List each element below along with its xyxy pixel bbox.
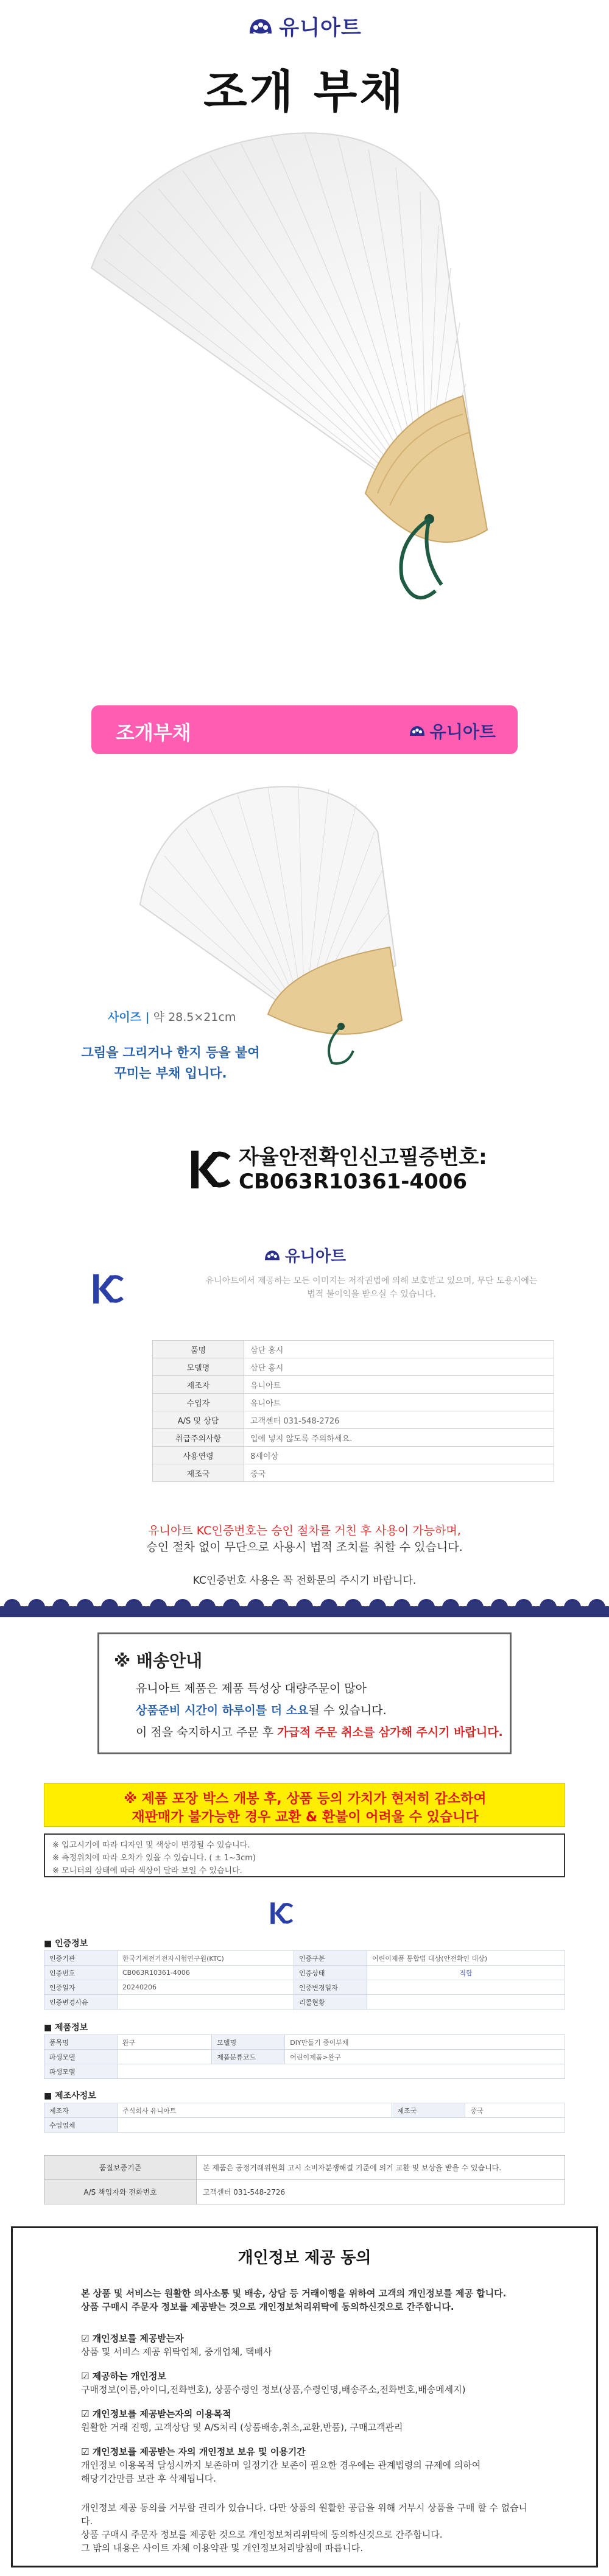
quality-table xyxy=(44,2155,565,2204)
privacy-section-purpose: ☑ 개인정보를 제공받는자의 이용목적 원활한 거래 진행, 고객상담 및 A/S처리 (상품배송,취소,교환,반품), 구매고객관리 xyxy=(81,2408,403,2433)
cert-info-section xyxy=(44,1937,565,2010)
table-row: 인증기관 한국기계전기전자시험연구원(KTC) 인증구분 어린이제품 통합법 대상(안전확인 대상) xyxy=(44,1951,565,1966)
delivery-notice xyxy=(97,1632,512,1754)
table-row: 취급주의사항 입에 넣지 않도록 주의하세요. xyxy=(153,1429,554,1447)
table-row: 품명 삼단 홍시 xyxy=(153,1341,554,1358)
product-label-card xyxy=(55,1237,554,1553)
table-row: A/S 책임자와 전화번호 고객센터 031-548-2726 xyxy=(44,2180,565,2204)
privacy-intro: 본 상품 및 서비스는 원활한 의사소통 및 배송, 상담 등 거래이행을 위하여 고객의 개인정보를 제공 합니다. 상품 구매시 주문자 정보를 제공받는 것으로 개인정보처리위탁에 동의하신것으로 간주합니다. xyxy=(81,2288,507,2312)
table-row: 제조자 주식회사 유니아트 제조국 중국 xyxy=(44,2103,565,2118)
kc-cert-number: CB063R10361-4006 xyxy=(239,1170,468,1194)
kc-mark-icon xyxy=(269,1897,294,1929)
return-warning xyxy=(44,1783,565,1827)
table-row: 인증일자 20240206 인증변경일자 xyxy=(44,1980,565,1995)
cert-info-table xyxy=(44,1950,565,2010)
product-image-main xyxy=(0,128,609,664)
table-row: A/S 및 상담 고객센터 031-548-2726 xyxy=(153,1411,554,1429)
kc-cert-label: 자율안전확인신고필증번호: xyxy=(239,1145,487,1170)
table-row: 수입업체 xyxy=(44,2118,565,2133)
description-line-1: 그림을 그리거나 한지 등을 붙여 xyxy=(81,1045,260,1060)
maker-info-title: ■ 제조사정보 xyxy=(44,2091,96,2101)
product-info-table xyxy=(44,2034,565,2079)
table-row: 제조국 중국 xyxy=(153,1464,554,1482)
table-row: 인증번호 CB063R10361-4006 인증상태 적합 xyxy=(44,1966,565,1980)
privacy-section-period: ☑ 개인정보를 제공받는 자의 개인정보 보유 및 이용기간 개인정보 이용목적 달성시까지 보존하며 일정기간 보존이 필요한 경우에는 관계법령의 규제에 의하여 해당기간만큼 보관 후 삭제됩니다. xyxy=(81,2446,481,2484)
quality-guarantee xyxy=(44,2155,565,2204)
product-image-detail xyxy=(0,764,609,1069)
maker-info-section xyxy=(44,2089,565,2133)
cert-info-title: ■ 인증정보 xyxy=(44,1939,88,1949)
product-label-table xyxy=(152,1340,554,1482)
note-line: ※ 입고시기에 따라 디자인 및 색상이 변경될 수 있습니다. xyxy=(52,1841,250,1850)
brand-name: 유니아트 xyxy=(279,16,362,40)
product-title: 조개 부채 xyxy=(203,66,406,118)
warning-line-2: 재판매가 불가능한 경우 교환 & 환불이 어려울 수 있습니다 xyxy=(132,1810,479,1825)
delivery-line-3: 이 점을 숙지하시고 주문 후 가급적 주문 취소를 삼가해 주시기 바랍니다. xyxy=(136,1726,503,1739)
kc-mark-icon xyxy=(91,1271,124,1307)
delivery-line-2: 상품준비 시간이 하루이틀 더 소요될 수 있습니다. xyxy=(136,1704,387,1717)
privacy-footer: 개인정보 제공 동의를 거부할 권리가 있습니다. 다만 상품의 원활한 공급을 위해 거부시 상품을 구매 할 수 없습니다. 상품 구매시 주문자 정보를 제공한 것으로 개인정보처리위탁에 동의하신것으로 간주합니다. 그 밖의 내용은 사이트 자체 이용약관 및 개인정보처리방침에 따릅니다. xyxy=(81,2502,528,2553)
maker-info-table xyxy=(44,2103,565,2133)
table-row: 모델명 삼단 홍시 xyxy=(153,1358,554,1376)
table-row: 인증변경사유 리콜현황 xyxy=(44,1995,565,2010)
uniart-logo-icon xyxy=(247,15,274,37)
privacy-section-recipient: ☑ 개인정보를 제공받는자 상품 및 서비스 제공 위탁업체, 중개업체, 택배사 xyxy=(81,2333,272,2357)
kc-notice-line-2: 승인 절차 없이 무단으로 사용시 법적 조치를 취할 수 있습니다. xyxy=(146,1540,463,1554)
kc-notice-line-3: KC인증번호 사용은 꼭 전화문의 주시기 바랍니다. xyxy=(192,1575,417,1587)
kc-mark-icon xyxy=(189,1147,231,1192)
table-row: 파생모델 xyxy=(44,2064,565,2079)
kc-notice-line-1: 유니아트 KC인증번호는 승인 절차를 거친 후 사용이 가능하며, xyxy=(148,1524,461,1537)
kc-notice xyxy=(0,1523,609,1556)
copyright-note: 유니아트에서 제공하는 모든 이미지는 저작권법에 의해 보호받고 있으며, 무단 도용시에는 법적 불이익을 받으실 수 있습니다. xyxy=(205,1276,538,1299)
product-info-title: ■ 제품정보 xyxy=(44,2023,88,2033)
page-header xyxy=(0,0,609,118)
wave-divider xyxy=(0,1593,609,1617)
product-info-section xyxy=(44,2021,565,2079)
uniart-logo-icon xyxy=(263,1248,281,1263)
table-row: 파생모델 제품분류코드 어린이제품>완구 xyxy=(44,2050,565,2064)
table-row: 품질보증기준 본 제품은 공정거래위원회 고시 소비자분쟁해결 기준에 의거 교환 및 보상을 받을 수 있습니다. xyxy=(44,2156,565,2180)
note-line: ※ 모니터의 상태에 따라 색상이 달라 보일 수 있습니다. xyxy=(52,1866,242,1876)
privacy-title: 개인정보 제공 동의 xyxy=(238,2249,371,2267)
kc-certification xyxy=(189,1145,487,1194)
product-banner xyxy=(0,705,609,754)
table-row: 사용연령 8세이상 xyxy=(153,1447,554,1464)
banner-title: 조개부채 xyxy=(116,721,191,744)
table-row: 수입자 유니아트 xyxy=(153,1394,554,1411)
table-row: 품목명 완구 모델명 DIY만들기 종이부채 xyxy=(44,2035,565,2050)
privacy-section-data: ☑ 제공하는 개인정보 구매정보(이름,아이디,전화번호), 상품수령인 정보(상품,수령인명,배송주소,전화번호,배송메세지) xyxy=(81,2371,466,2395)
delivery-title: ※ 배송안내 xyxy=(114,1651,203,1671)
uniart-logo-icon xyxy=(408,724,426,738)
banner-brand: 유니아트 xyxy=(429,722,496,742)
size-info: 사이즈 | 약 28.5×21cm xyxy=(108,1011,236,1024)
card-brand: 유니아트 xyxy=(284,1247,347,1266)
card-logo xyxy=(55,1244,554,1266)
description-line-2: 꾸미는 부채 입니다. xyxy=(114,1066,227,1081)
brand-logo xyxy=(0,11,609,41)
table-row: 제조자 유니아트 xyxy=(153,1376,554,1394)
banner-logo xyxy=(408,719,496,743)
privacy-consent xyxy=(11,2226,598,2567)
product-notes xyxy=(44,1833,565,1877)
warning-line-1: ※ 제품 포장 박스 개봉 후, 상품 등의 가치가 현저히 감소하여 xyxy=(124,1791,487,1807)
note-line: ※ 측정위치에 따라 오차가 있을 수 있습니다. ( ± 1~3cm) xyxy=(52,1854,256,1863)
delivery-line-1: 유니아트 제품은 제품 특성상 대량주문이 많아 xyxy=(136,1682,367,1695)
